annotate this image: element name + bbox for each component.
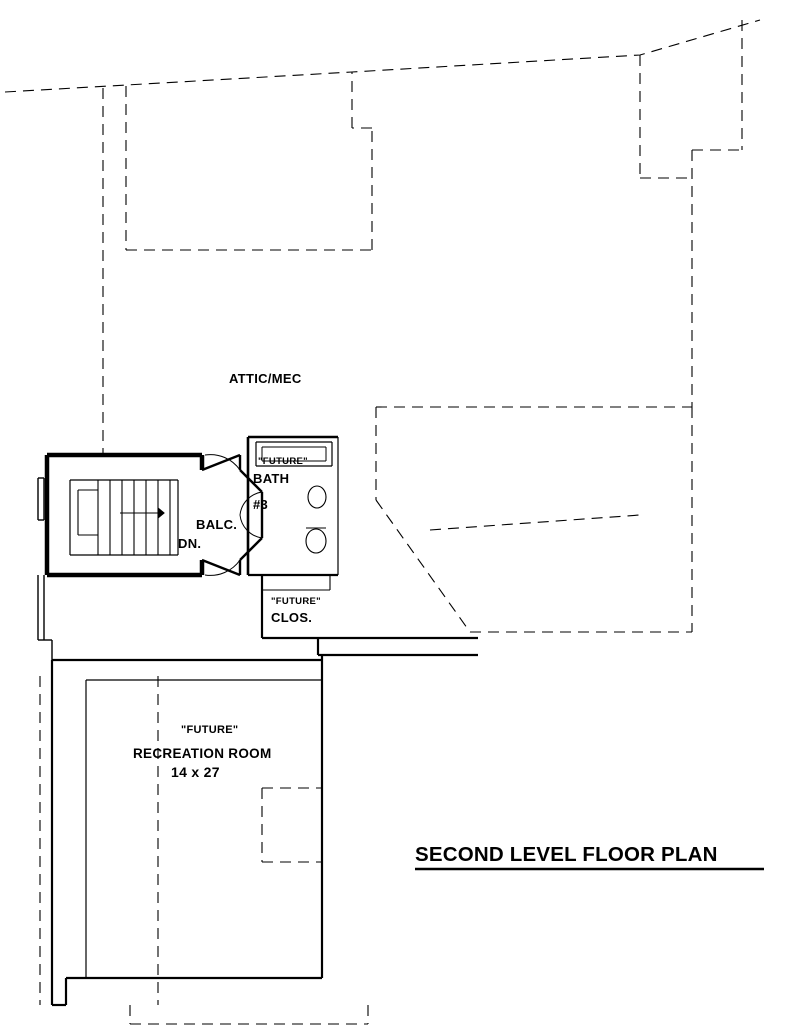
recreation-room-future-tag: "FUTURE" — [181, 724, 239, 736]
bath-3-future-tag: "FUTURE" — [258, 456, 308, 467]
room-label-recreation-room: RECREATION ROOM — [133, 746, 272, 761]
room-label-bath-3-number: #3 — [253, 497, 269, 512]
room-label-closet: CLOS. — [271, 610, 313, 625]
room-label-attic-mechanical: ATTIC/MEC — [229, 371, 302, 386]
room-label-balcony: BALC. — [196, 517, 238, 532]
recreation-room-dimension-label: 14 x 27 — [171, 764, 220, 780]
plan-title: SECOND LEVEL FLOOR PLAN — [415, 843, 718, 866]
room-label-bath-3: BATH — [253, 471, 290, 486]
closet-future-tag: "FUTURE" — [271, 596, 321, 607]
stair-direction-label: DN. — [178, 536, 202, 551]
